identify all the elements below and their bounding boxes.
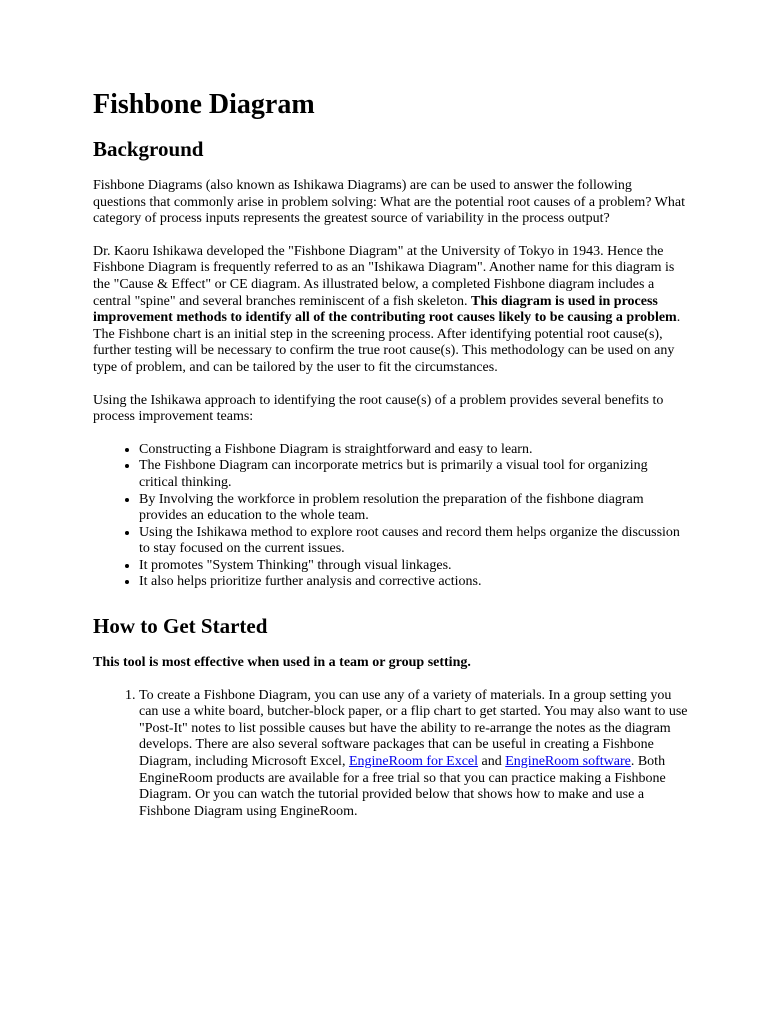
list-item: • It also helps prioritize further analysis and corrective actions.: [139, 574, 688, 591]
step-item: [139, 688, 688, 821]
step-1-text-a: To create a Fishbone Diagram, you can use any of a variety of materials. In a group setting you can use a white board, butcher-block paper, or a flip chart to get started. You may also want to use "Post-It" notes to list possible causes but have the ability to re-arrange the notes as the diagram develops. There are also several software packages that can be useful in creating a Fishbone Diagram, including Microsoft Excel,: [139, 687, 688, 770]
list-item: • Using the Ishikawa method to explore root causes and record them helps organize the discussion to stay focused on the current issues.: [139, 525, 688, 558]
paragraph-2-bold-text: This diagram is used in process improvement methods to identify all of the contributing root causes likely to be causing a problem: [93, 293, 677, 326]
background-paragraph-3: Using the Ishikawa approach to identifying the root cause(s) of a problem provides several benefits to process improvement teams:: [93, 392, 664, 425]
background-paragraph-2: [93, 244, 688, 377]
paragraph-2-text-b: . The Fishbone chart is an initial step in the screening process. After identifying potential root cause(s), further testing will be necessary to confirm the true root cause(s). This methodology can be used on any type of problem, and can be tailored by the user to fit the circumstances.: [93, 310, 681, 375]
get-started-heading: How to Get Started: [93, 614, 268, 639]
list-item: • By Involving the workforce in problem resolution the preparation of the fishbone diagram provides an education to the whole team.: [139, 492, 688, 525]
paragraph-2-text-a: Dr. Kaoru Ishikawa developed the "Fishbone Diagram" at the University of Tokyo in 1943. Hence the Fishbone Diagram is frequently referred to as an "Ishikawa Diagram". Another name for this diagram is the "Cause & Effect" or CE diagram. As illustrated below, a completed Fishbone diagram includes a central "spine" and several branches reminiscent of a fish skeleton.: [93, 243, 675, 309]
list-item: • The Fishbone Diagram can incorporate metrics but is primarily a visual tool for organizing critical thinking.: [139, 458, 688, 491]
get-started-intro: This tool is most effective when used in a team or group setting.: [93, 655, 471, 671]
step-1-and: and: [478, 754, 506, 770]
steps-list: [93, 688, 688, 821]
benefits-list: [93, 442, 688, 591]
background-heading: Background: [93, 137, 204, 161]
list-item: • It promotes "System Thinking" through visual linkages.: [139, 558, 688, 575]
background-paragraph-1: Fishbone Diagrams (also known as Ishikawa Diagrams) are can be used to answer the following questions that commonly arise in problem solving: What are the potential root causes of a problem? What category of process inputs represents the greatest source of variability in the process output?: [93, 178, 685, 227]
list-item: • Constructing a Fishbone Diagram is straightforward and easy to learn.: [139, 442, 688, 459]
page-title: Fishbone Diagram: [93, 89, 315, 120]
step-1-text-b: . Both EngineRoom products are available for a free trial so that you can practice making a Fishbone Diagram. Or you can watch the tutorial provided below that shows how to make and use a Fishbone Diagram using EngineRoom.: [139, 754, 666, 819]
engineroom-excel-link[interactable]: EngineRoom for Excel: [348, 754, 479, 770]
engineroom-software-link[interactable]: EngineRoom software: [505, 754, 631, 770]
